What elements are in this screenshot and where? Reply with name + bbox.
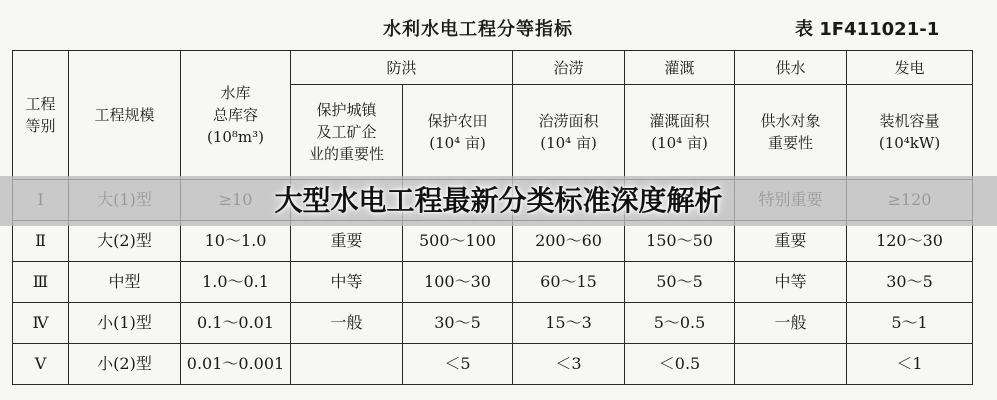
- header-power-capacity: 装机容量 (10⁴kW): [847, 85, 973, 180]
- header-grade: 工程 等别: [13, 51, 69, 180]
- header-power: 发电: [847, 51, 973, 85]
- header-scale: 工程规模: [69, 51, 181, 180]
- header-flood: 防洪: [291, 51, 513, 85]
- cell-irrigation: ＜0.5: [625, 344, 735, 385]
- table-row: [13, 303, 973, 344]
- cell-reservoir: 10～1.0: [181, 221, 291, 262]
- cell-power: 120～30: [847, 221, 973, 262]
- cell-town: [291, 344, 403, 385]
- cell-waterlog: 15～3: [513, 303, 625, 344]
- cell-irrigation: 150～50: [625, 221, 735, 262]
- cell-supply: 重要: [735, 221, 847, 262]
- header-irrigation-area: 灌溉面积 (10⁴ 亩): [625, 85, 735, 180]
- cell-irrigation: 50～5: [625, 262, 735, 303]
- header-waterlog-area: 治涝面积 (10⁴ 亩): [513, 85, 625, 180]
- cell-scale: 小(2)型: [69, 344, 181, 385]
- cell-supply: 中等: [735, 262, 847, 303]
- cell-reservoir: 0.01～0.001: [181, 344, 291, 385]
- table-row: [13, 344, 973, 385]
- header-supply-importance: 供水对象 重要性: [735, 85, 847, 180]
- table-code: 表 1F411021-1: [795, 19, 940, 40]
- header-irrigation: 灌溉: [625, 51, 735, 85]
- cell-power: ＜1: [847, 344, 973, 385]
- cell-reservoir: 0.1～0.01: [181, 303, 291, 344]
- cell-town: 一般: [291, 303, 403, 344]
- document-title: 水利水电工程分等指标: [383, 19, 573, 40]
- cell-farmland: 30～5: [403, 303, 513, 344]
- cell-power: 30～5: [847, 262, 973, 303]
- cell-grade: Ⅳ: [13, 303, 69, 344]
- cell-waterlog: ＜3: [513, 344, 625, 385]
- cell-town: 中等: [291, 262, 403, 303]
- cell-scale: 大(2)型: [69, 221, 181, 262]
- cell-farmland: 100～30: [403, 262, 513, 303]
- header-supply: 供水: [735, 51, 847, 85]
- table-row: [13, 262, 973, 303]
- header-reservoir: 水库 总库容 (10⁸m³): [181, 51, 291, 180]
- cell-power: 5～1: [847, 303, 973, 344]
- header-flood-town: 保护城镇 及工矿企 业的重要性: [291, 85, 403, 180]
- cell-grade: Ⅴ: [13, 344, 69, 385]
- cell-farmland: 500～100: [403, 221, 513, 262]
- cell-supply: 一般: [735, 303, 847, 344]
- header-row-group: [13, 51, 973, 85]
- cell-reservoir: 1.0～0.1: [181, 262, 291, 303]
- cell-waterlog: 60～15: [513, 262, 625, 303]
- header-waterlog: 治涝: [513, 51, 625, 85]
- header-flood-farmland: 保护农田 (10⁴ 亩): [403, 85, 513, 180]
- cell-grade: Ⅲ: [13, 262, 69, 303]
- cell-irrigation: 5～0.5: [625, 303, 735, 344]
- overlay-banner-title: 大型水电工程最新分类标准深度解析: [274, 184, 723, 217]
- cell-farmland: ＜5: [403, 344, 513, 385]
- cell-town: 重要: [291, 221, 403, 262]
- cell-scale: 小(1)型: [69, 303, 181, 344]
- table-row: [13, 221, 973, 262]
- cell-grade: Ⅱ: [13, 221, 69, 262]
- cell-scale: 中型: [69, 262, 181, 303]
- cell-waterlog: 200～60: [513, 221, 625, 262]
- cell-supply: [735, 344, 847, 385]
